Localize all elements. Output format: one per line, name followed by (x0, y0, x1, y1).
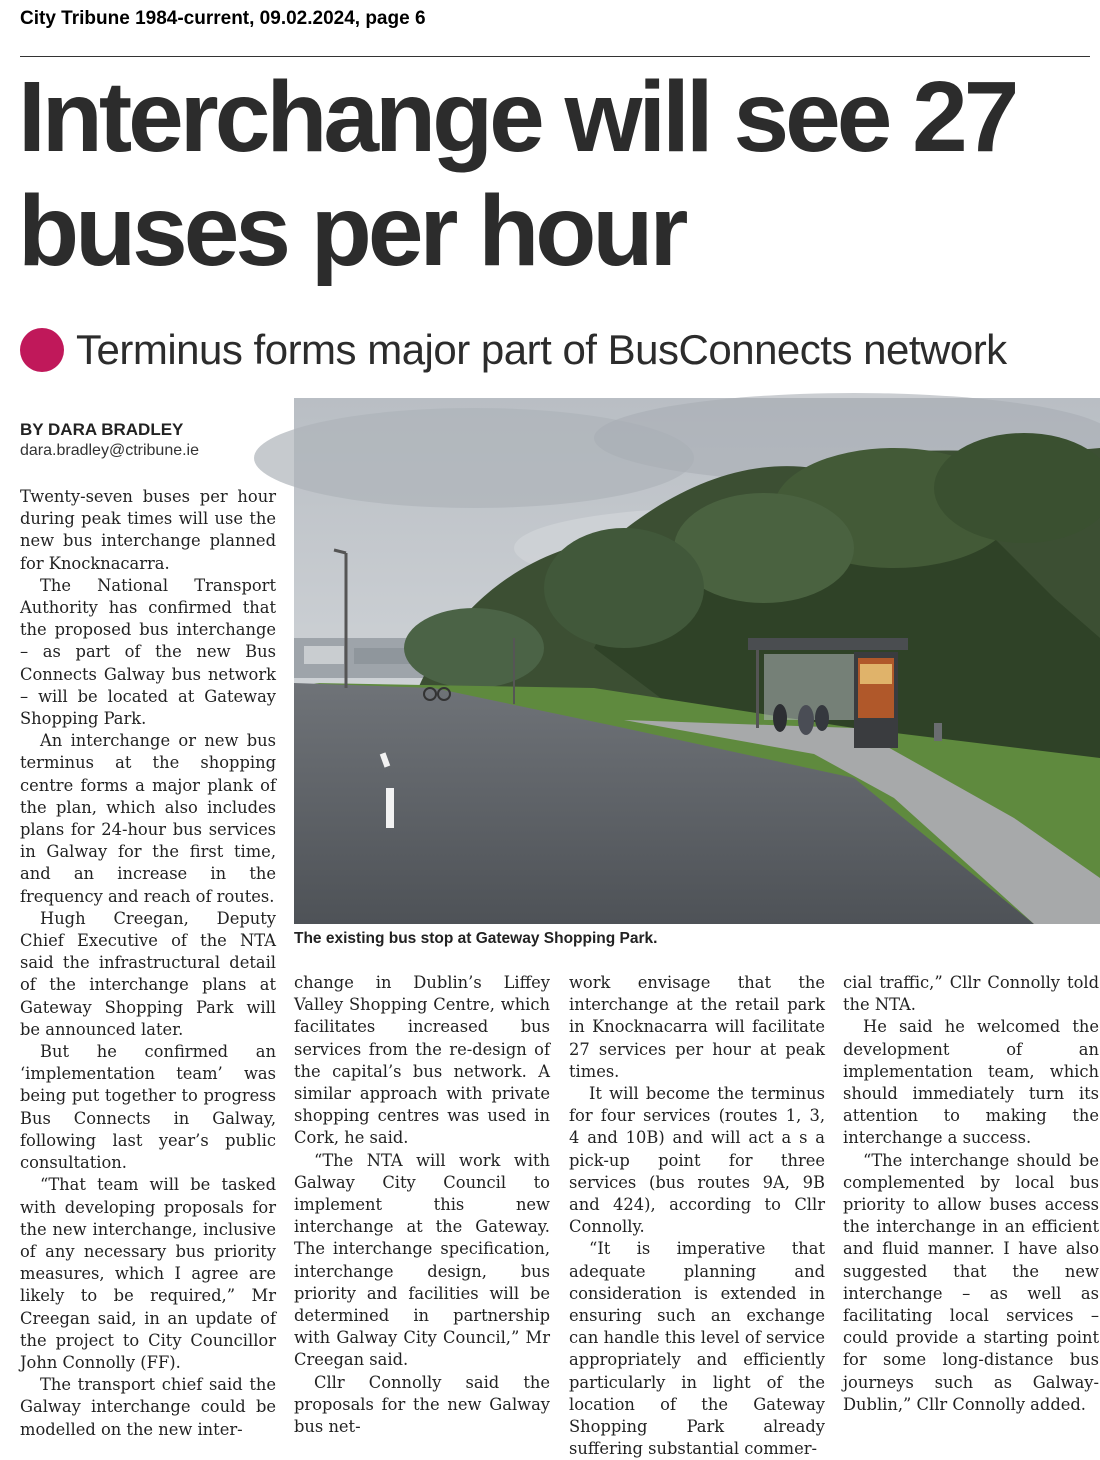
paragraph: “The interchange should be complemented by local bus priority to allow buses access the interchange in an efficient and fluid manner. I have also suggested that the new interchange – as well as facilitating local services – could provide a starting point for some long-distance bus journeys such as Galway-Dublin,” Cllr Connolly added. (843, 1150, 1099, 1414)
paragraph: An interchange or new bus terminus at the shopping centre forms a major plank of the plan, which also includes plans for 24-hour bus services in Galway for the first time, and an increase in the frequency and reach of routes. (20, 731, 276, 906)
paragraph: It will become the terminus for four services (routes 1, 3, 4 and 10B) and will act a s a pick-up point for three services (bus routes 9A, 9B and 424), according to Cllr Connolly. (569, 1084, 825, 1237)
paragraph: Twenty-seven buses per hour during peak times will use the new bus interchange planned for Knocknacarra. (20, 487, 276, 573)
author-name: BY DARA BRADLEY (20, 420, 184, 439)
article-column-4 (843, 972, 1099, 1414)
header-divider (20, 56, 1090, 57)
article-photo (294, 398, 1100, 924)
bullet-dot-icon (20, 328, 64, 372)
paragraph: But he confirmed an ‘implementation team’ was being put together to progress Bus Connects in Galway, following last year’s public consultation. (20, 1042, 276, 1173)
byline (20, 420, 280, 460)
headline: Interchange will see 27 buses per hour (18, 61, 1016, 287)
paragraph: Cllr Connolly said the proposals for the new Galway bus net- (294, 1372, 550, 1437)
paragraph: change in Dublin’s Liffey Valley Shopping Centre, which facilitates increased bus services from the re-design of the capital’s bus network. A similar approach with private shopping centres was used in Cork, he said. (294, 973, 550, 1148)
article-column-3 (569, 972, 825, 1459)
paragraph: “It is imperative that adequate planning and consideration is extended in ensuring such an exchange can handle this level of service appropriately and efficiently particularly in light of the location of the Gateway Shopping Park already suffering substantial commer- (569, 1239, 825, 1459)
paragraph: work envisage that the interchange at the retail park in Knocknacarra will facilitate 27 services per hour at peak times. (569, 973, 825, 1081)
photo-caption: The existing bus stop at Gateway Shopping Park. (294, 930, 658, 947)
publication-source-line: City Tribune 1984-current, 09.02.2024, page 6 (20, 8, 426, 29)
subheadline (20, 324, 1007, 376)
paragraph: The transport chief said the Galway interchange could be modelled on the new inter- (20, 1375, 276, 1439)
paragraph: “The NTA will work with Galway City Council to implement this new interchange at the Gateway. The interchange specification, interchange design, bus priority and facilities will be determined in partnership with Galway City Council,” Mr Creegan said. (294, 1150, 550, 1370)
paragraph: The National Transport Authority has confirmed that the proposed bus interchange – as part of the new Bus Connects Galway bus network – will be located at Gateway Shopping Park. (20, 575, 276, 729)
paragraph: He said he welcomed the development of an implementation team, which should immediately turn its attention to making the interchange a success. (843, 1017, 1099, 1148)
subheadline-text: Terminus forms major part of BusConnects network (76, 326, 1007, 373)
paragraph: “That team will be tasked with developing proposals for the new interchange, inclusive of any necessary bus priority measures, which I agree are likely to be required,” Mr Creegan said, in an update of the project to City Councillor John Connolly (FF). (20, 1175, 276, 1372)
paragraph: cial traffic,” Cllr Connolly told the NTA. (843, 973, 1099, 1015)
article-column-2 (294, 972, 550, 1437)
article-column-1 (20, 486, 276, 1439)
author-email: dara.bradley@ctribune.ie (20, 442, 200, 459)
paragraph: Hugh Creegan, Deputy Chief Executive of the NTA said the infrastructural detail of the interchange plans at Gateway Shopping Park will be announced later. (20, 908, 276, 1039)
